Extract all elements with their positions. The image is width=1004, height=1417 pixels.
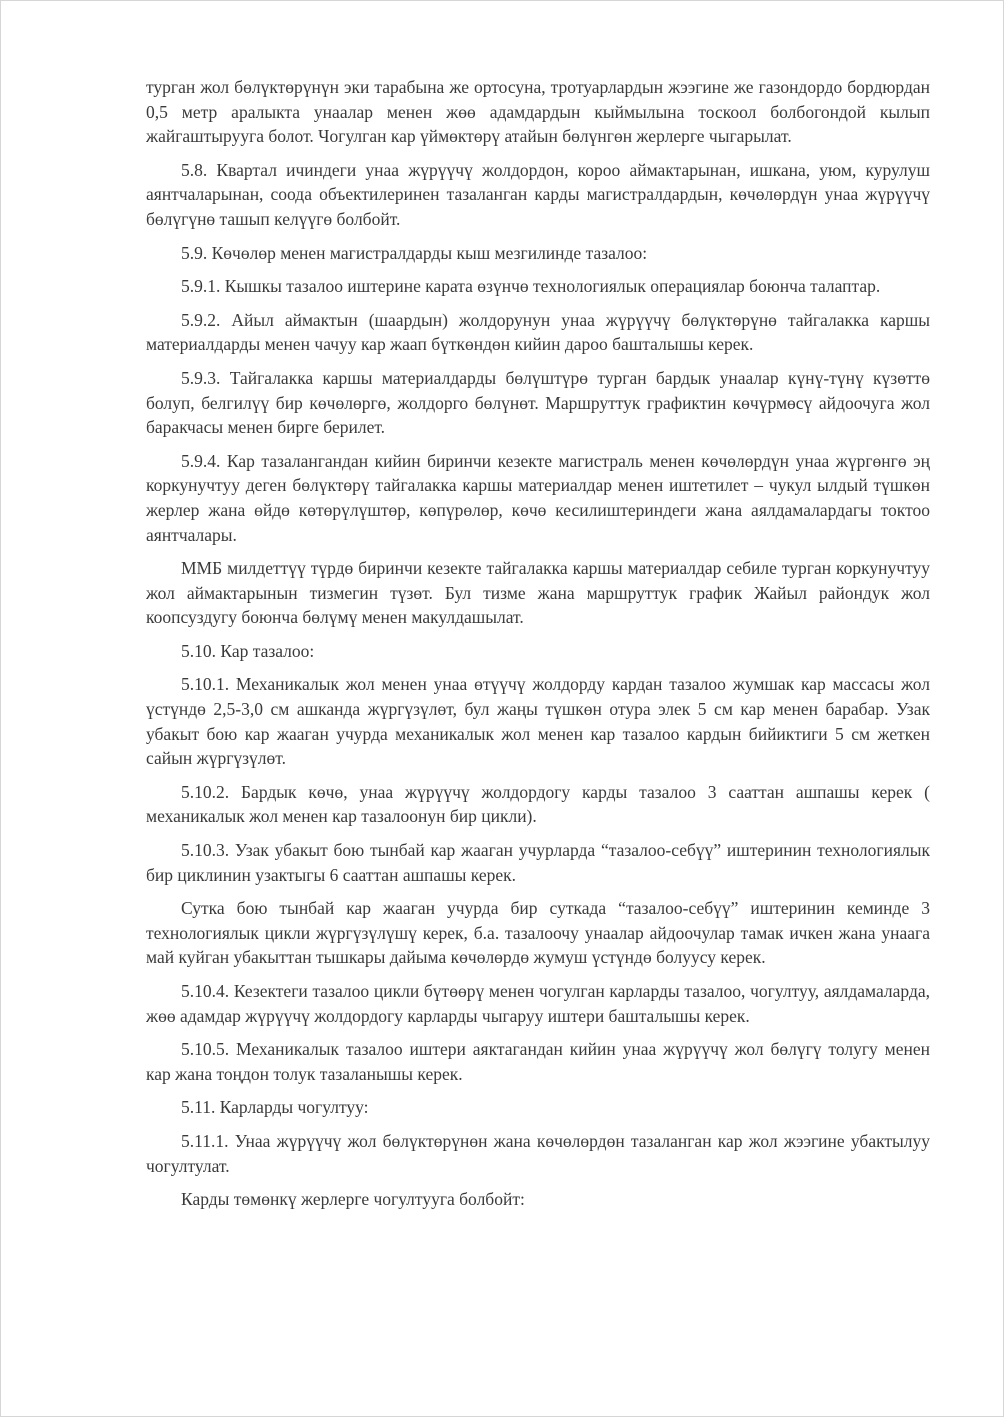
paragraph-5-9-2: 5.9.2. Айыл аймактын (шаардын) жолдорунун унаа жүрүүчү бөлүктөрүнө тайгалакка каршы материалдарды менен чачуу кар жаап бүткөндөн кийин дароо башталышы керек. <box>146 309 930 355</box>
paragraph-5-10-2: 5.10.2. Бардык көчө, унаа жүрүүчү жолдордогу карды тазалоо 3 сааттан ашпашы керек ( механикалык жол менен кар тазалоонун бир цикли). <box>146 781 930 827</box>
paragraph-continuation: турган жол бөлүктөрүнүн эки тарабына же ортосуна, тротуарлардын жээгине же газондордо бордюрдан 0,5 метр аралыкта унаалар менен жөө адамдардын кыймылына тоскоол болбогондой кылып жайгаштырууга болот. Чогулган кар үймөктөрү атайын бөлүнгөн жерлерге чыгарылат. <box>146 77 930 147</box>
paragraph-5-9-4: 5.9.4. Кар тазалангандан кийин биринчи кезекте магистраль менен көчөлөрдүн унаа жүргөнгө эң коркунучтуу деген бөлүктөрү тайгалакка каршы материалдар менен иштетилет – чукул ылдый түшкөн жерлер жана өйдө көтөрүлүштөр, көпүрөлөр, көчө кесилиштериндеги жана аялдамалардагы токтоо аянтчалары. <box>146 450 930 545</box>
paragraph-sutka: Сутка бою тынбай кар жааган учурда бир суткада “тазалоо-себүү” иштеринин кеминде 3 технологиялык цикли жүргүзүлүшү керек, б.а. тазалоочу унаалар айдоочулар тамак ичкен жана унаага май куйган убакыттан тышкары дайыма көчөлөрдө жумуш үстүндө болуусу керек. <box>146 898 930 968</box>
paragraph-5-10-1: 5.10.1. Механикалык жол менен унаа өтүүчү жолдорду кардан тазалоо жумшак кар массасы жол үстүндө 2,5-3,0 см ашканда жүргүзүлөт, бул жаңы түшкөн отура элек 5 см кар менен барабар. Узак убакыт бою кар жааган учурда механикалык жол менен кар тазалоо кардын бийиктиги 5 см жеткен сайын жүргүзүлөт. <box>146 674 930 769</box>
paragraph-5-10-3: 5.10.3. Узак убакыт бою тынбай кар жааган учурларда “тазалоо-себүү” иштеринин технологиялык бир циклинин узактыгы 6 сааттан ашпашы керек. <box>146 840 930 885</box>
paragraph-5-10-4: 5.10.4. Кезектеги тазалоо цикли бүтөөрү менен чогулган карларды тазалоо, чогултуу, аялдамаларда, жөө адамдар жүрүүчү жолдордогу карларды чыгаруу иштери башталышы керек. <box>146 981 930 1026</box>
heading-5-11: 5.11. Карларды чогултуу: <box>181 1097 369 1118</box>
paragraph-5-9-3: 5.9.3. Тайгалакка каршы материалдарды бөлүштүрө турган бардык унаалар күнү-түнү күзөттө болуп, белгилүү бир көчөлөргө, жолдорго бөлүнөт. Маршруттук графиктин көчүрмөсү айдоочуга жол баракчасы менен бирге берилет. <box>146 367 930 438</box>
paragraph-5-10-5: 5.10.5. Механикалык тазалоо иштери аяктагандан кийин унаа жүрүүчү жол бөлүгү толугу менен кар жана тоңдон толук тазаланышы керек. <box>146 1039 930 1084</box>
heading-5-9: 5.9. Көчөлөр менен магистралдарды кыш мезгилинде тазалоо: <box>181 242 648 263</box>
paragraph-5-11-1: 5.11.1. Унаа жүрүүчү жол бөлүктөрүнөн жана көчөлөрдөн тазаланган кар жол жээгине убактылуу чогултулат. <box>146 1130 930 1176</box>
paragraph-mmb: ММБ милдеттүү түрдө биринчи кезекте тайгалакка каршы материалдар себиле турган коркунучтуу жол аймактарынын тизмегин түзөт. Бул тизме жана маршруттук график Жайыл райондук жол коопсуздугу боюнча бөлүмү менен макулдашылат. <box>146 558 930 628</box>
paragraph-5-8: 5.8. Квартал ичиндеги унаа жүрүүчү жолдордон, короо аймактарынан, ишкана, уюм, курулуш аянтчаларынан, соода объектилеринен тазаланган карды магистралдардын, көчөлөрдүн унаа жүрүүчү бөлүгүнө ташып келүүгө болбойт. <box>146 159 930 229</box>
paragraph-final: Карды төмөнкү жерлерге чогултууга болбойт: <box>181 1189 525 1210</box>
document-body <box>146 75 930 1221</box>
heading-5-10: 5.10. Кар тазалоо: <box>181 640 315 661</box>
paragraph-5-9-1: 5.9.1. Кышкы тазалоо иштерине карата өзүнчө технологиялык операциялар боюнча талаптар. <box>181 276 881 297</box>
